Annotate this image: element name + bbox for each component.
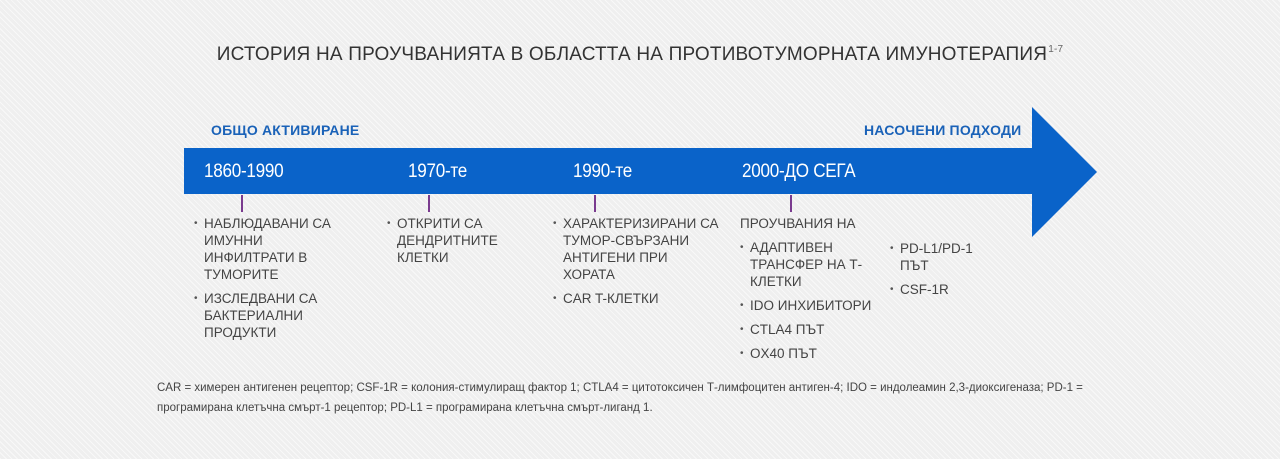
era-label-1860-1990: 1860-1990 (204, 161, 284, 182)
era-tick-1860-1990 (241, 195, 243, 212)
list-item: • НАБЛЮДАВАНИ СА ИМУННИ ИНФИЛТРАТИ В ТУМОРИТЕ (194, 215, 344, 283)
list-item: • IDO ИНХИБИТОРИ (740, 297, 880, 314)
list-item: • АДАПТИВЕН ТРАНСФЕР НА Т-КЛЕТКИ (740, 239, 880, 290)
list-item: • CTLA4 ПЪТ (740, 321, 880, 338)
list-item: • OX40 ПЪТ (740, 345, 880, 362)
list-item: • ХАРАКТЕРИЗИРАНИ СА ТУМОР-СВЪРЗАНИ АНТИГЕНИ ПРИ ХОРАТА (553, 215, 723, 283)
era-tick-2000-present (790, 195, 792, 212)
era-tick-1990s (594, 195, 596, 212)
abbreviations-footnote: CAR = химерен антигенен рецептор; CSF-1R = колония-стимулиращ фактор 1; CTLA4 = цитотоксичен Т-лимфоцитен антиген-4; IDO = индолеамин 2,3-диоксигеназа; PD-1 = програмирана клетъчна смърт-1 рецептор; PD-L1 = програмирана клетъчна смърт-лиганд 1. (157, 382, 1083, 414)
list-item: • PD-L1/PD-1 ПЪТ (890, 240, 1000, 274)
era-notes-2000-present-extra (890, 240, 1000, 305)
era-notes-1860-1990 (194, 215, 344, 348)
era-notes-heading: ПРОУЧВАНИЯ НА (740, 216, 856, 231)
title-text: ИСТОРИЯ НА ПРОУЧВАНИЯТА В ОБЛАСТТА НА ПРОТИВОТУМОРНАТА ИМУНОТЕРАПИЯ (216, 44, 1048, 65)
era-label-1970s: 1970-те (408, 161, 468, 182)
list-item: • ИЗСЛЕДВАНИ СА БАКТЕРИАЛНИ ПРОДУКТИ (194, 290, 344, 341)
list-item: • ОТКРИТИ СА ДЕНДРИТНИТЕ КЛЕТКИ (387, 215, 512, 266)
era-label-2000-present: 2000-ДО СЕГА (742, 161, 856, 182)
targeted-approaches-label: НАСОЧЕНИ ПОДХОДИ (864, 122, 1022, 138)
general-activation-label: ОБЩО АКТИВИРАНЕ (211, 122, 360, 138)
era-notes-1990s (553, 215, 723, 314)
title-reference: 1-7 (1048, 44, 1064, 55)
era-label-1990s: 1990-те (573, 161, 633, 182)
list-item: • CAR T-КЛЕТКИ (553, 290, 723, 307)
era-notes-1970s (387, 215, 512, 273)
list-item: • CSF-1R (890, 281, 1000, 298)
era-tick-1970s (428, 195, 430, 212)
era-notes-2000-present (740, 215, 880, 369)
